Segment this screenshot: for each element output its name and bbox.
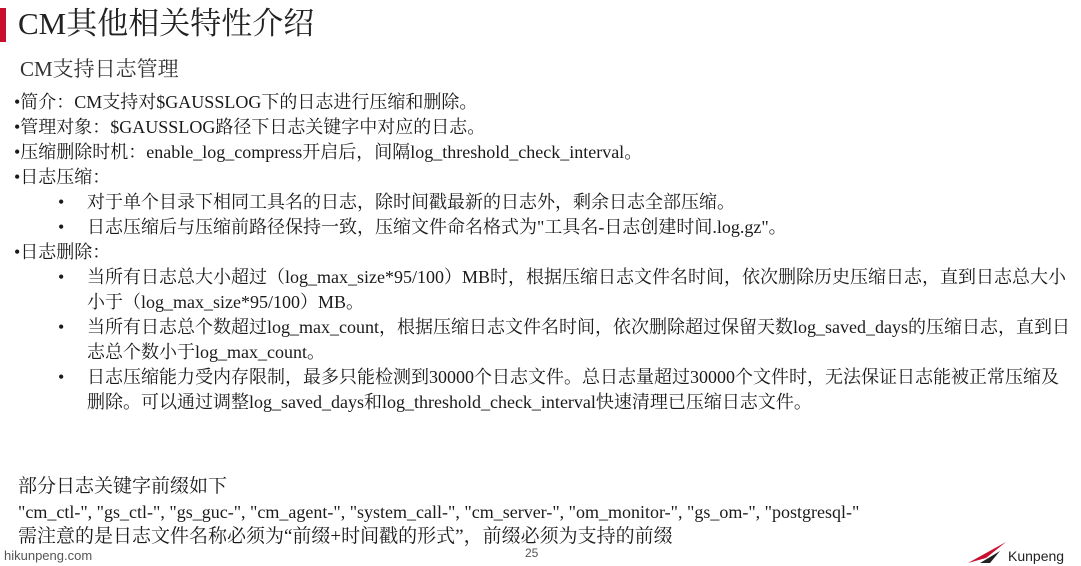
page-title: CM其他相关特性介绍: [18, 6, 315, 41]
prefix-list: "cm_ctl-", "gs_ctl-", "gs_guc-", "cm_agent-", "system_call-", "cm_server-", "om_monitor-", "gs_om-", "postgresql-": [18, 502, 860, 522]
bullet-list: [14, 90, 1074, 415]
page-number: 25: [525, 546, 539, 560]
delete-item: • 当所有日志总大小超过（log_max_size*95/100）MB时，根据压缩日志文件名时间，依次删除历史压缩日志，直到日志总大小小于（log_max_size*95/100）MB。: [14, 265, 1074, 315]
section-subtitle: CM支持日志管理: [20, 57, 179, 81]
prefix-note: 需注意的是日志文件名称必须为“前缀+时间戳的形式”，前缀必须为支持的前缀: [18, 526, 673, 547]
bullet-compress-heading: •日志压缩：: [14, 167, 111, 187]
brand-name: Kunpeng: [1008, 548, 1065, 564]
prefix-heading: 部分日志关键字前缀如下: [18, 476, 228, 497]
title-accent-bar: [0, 8, 6, 42]
bullet-intro: •简介：CM支持对$GAUSSLOG下的日志进行压缩和删除。: [14, 92, 478, 112]
bullet-scope: •管理对象：$GAUSSLOG路径下日志关键字中对应的日志。: [14, 117, 486, 137]
bullet-timing: •压缩删除时机：enable_log_compress开启后，间隔log_threshold_check_interval。: [14, 142, 643, 162]
delete-item: • 当所有日志总个数超过log_max_count，根据压缩日志文件名时间，依次删除超过保留天数log_saved_days的压缩日志，直到日志总个数小于log_max_count。: [14, 315, 1074, 365]
footer-site: hikunpeng.com: [4, 548, 93, 563]
delete-item: • 日志压缩能力受内存限制，最多只能检测到30000个日志文件。总日志量超过30000个文件时，无法保证日志能被正常压缩及删除。可以通过调整log_saved_days和log_threshold_check_interval快速清理已压缩日志文件。: [14, 365, 1074, 415]
compress-item: • 日志压缩后与压缩前路径保持一致，压缩文件命名格式为"工具名-日志创建时间.log.gz"。: [14, 215, 1074, 240]
brand: [966, 536, 1081, 566]
kunpeng-logo-icon: [966, 536, 1008, 566]
compress-item: • 对于单个目录下相同工具名的日志，除时间戳最新的日志外，剩余日志全部压缩。: [14, 190, 1074, 215]
bullet-delete-heading: •日志删除：: [14, 242, 111, 262]
